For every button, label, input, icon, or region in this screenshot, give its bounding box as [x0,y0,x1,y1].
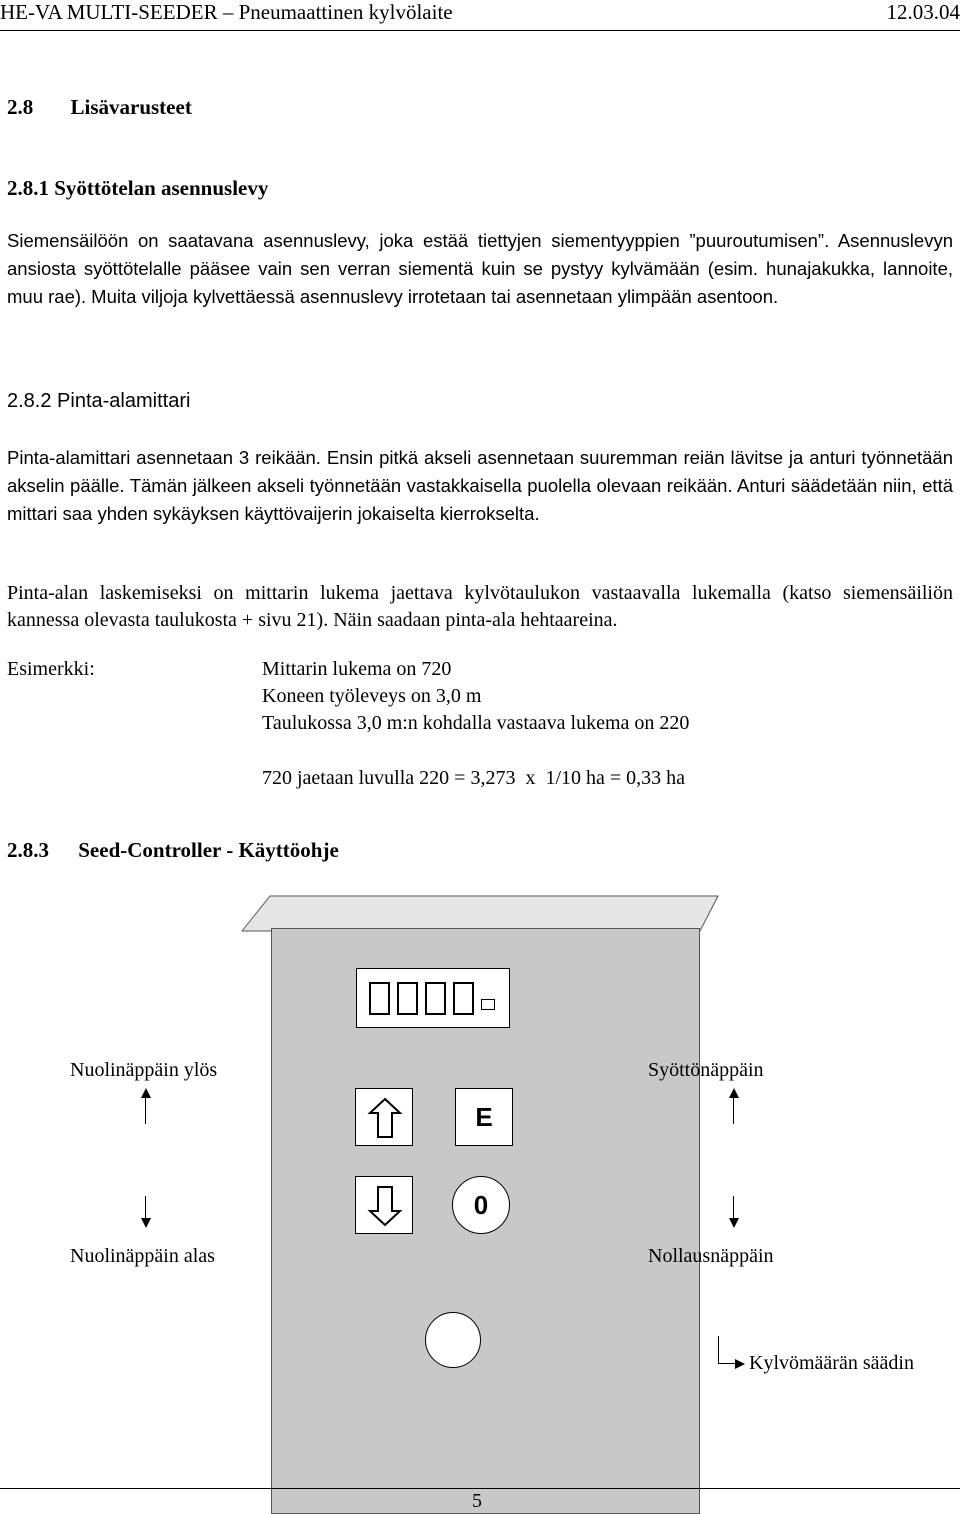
label-arrow-up: Nuolinäppäin ylös [70,1059,217,1082]
display-decimal-point [481,999,495,1010]
controller-top-bevel [240,893,720,933]
section-title: Seed-Controller - Käyttöohje [78,838,339,862]
header-rule [0,30,960,31]
label-rate-adjuster: Kylvömäärän säädin [749,1352,914,1375]
paragraph-pinta-ala-laskenta: Pinta-alan laskemiseksi on mittarin lukema jaettava kylvötaulukon vastaavalla lukemalla (katso siemensäiliön kannessa olevasta taulukosta + sivu 21). Näin saadaan pinta-ala hehtaareina. [7,580,953,634]
example-line: Mittarin lukema on 720 [262,656,451,683]
example-label: Esimerkki: [7,656,95,683]
paragraph-asennuslevy-part1: Siemensäilöön on saatavana asennuslevy, joka estää tiettyjen siementyyppien ”puuroutumisen”. Asennuslevyn ansiosta syöttötelalle pääsee vain sen verran siementä kuin se pystyy kylvämään (esim. hunajakukka, lannoite, muu rae). [7,230,953,307]
arrow-pointer-up-icon [141,1088,151,1098]
enter-key-label: E [456,1089,512,1145]
section-heading-2-8-1: 2.8.1 Syöttötelan asennuslevy [7,176,268,201]
display-digit [453,982,474,1015]
arrow-connector [145,1096,146,1124]
enter-key[interactable] [455,1088,513,1146]
arrow-pointer-up-icon [729,1088,739,1098]
section-number: 2.8 [7,95,33,119]
arrow-down-icon [356,1177,414,1235]
document-date: 12.03.04 [887,0,960,25]
display-digit [397,982,418,1015]
page-number: 5 [472,1490,482,1513]
example-line: Koneen työleveys on 3,0 m [262,683,481,710]
example-result: 720 jaetaan luvulla 220 = 3,273 x 1/10 ha = 0,33 ha [262,765,685,792]
arrow-up-icon [356,1089,414,1147]
arrow-up-key[interactable] [355,1088,413,1146]
label-arrow-down: Nuolinäppäin alas [70,1245,215,1268]
label-reset: Nollausnäppäin [648,1245,774,1268]
seeding-rate-knob[interactable] [425,1312,481,1368]
label-enter: Syöttönäppäin [648,1059,764,1082]
footer-rule [0,1488,960,1489]
example-line: Taulukossa 3,0 m:n kohdalla vastaava lukema on 220 [262,710,689,737]
arrow-connector [718,1363,736,1364]
controller-display [356,968,510,1028]
arrow-down-key[interactable] [355,1176,413,1234]
page-header [0,0,946,26]
display-digit [425,982,446,1015]
section-number: 2.8.3 [7,838,49,862]
arrow-connector [718,1336,719,1364]
arrow-pointer-down-icon [141,1218,151,1228]
document-title: HE-VA MULTI-SEEDER – Pneumaattinen kylvölaite [0,0,453,25]
paragraph-asennuslevy-part2: Muita viljoja kylvettäessä asennuslevy irrotetaan tai asennetaan ylimpään asentoon. [91,286,778,307]
reset-key[interactable] [452,1176,510,1234]
paragraph-asennuslevy [7,227,953,311]
section-title: Lisävarusteet [71,95,192,119]
section-heading-2-8 [7,95,192,120]
arrow-connector [733,1096,734,1124]
arrow-pointer-down-icon [729,1218,739,1228]
paragraph-mittari-asennus [7,444,953,528]
section-heading-2-8-2: 2.8.2 Pinta-alamittari [7,390,190,413]
arrow-pointer-right-icon [735,1359,745,1369]
section-heading-2-8-3 [7,838,339,863]
display-digit [369,982,390,1015]
paragraph-mittari-asennus-text: Pinta-alamittari asennetaan 3 reikään. Ensin pitkä akseli asennetaan suuremman reiän lävitse ja anturi työnnetään akselin päälle. Tämän jälkeen akseli työnnetään vastakkaisella puolella olevaan reikään. Anturi säädetään niin, että mittari saa yhden sykäyksen käyttövaijerin jokaiselta kierrokselta. [7,447,953,524]
reset-key-label: 0 [453,1177,509,1233]
